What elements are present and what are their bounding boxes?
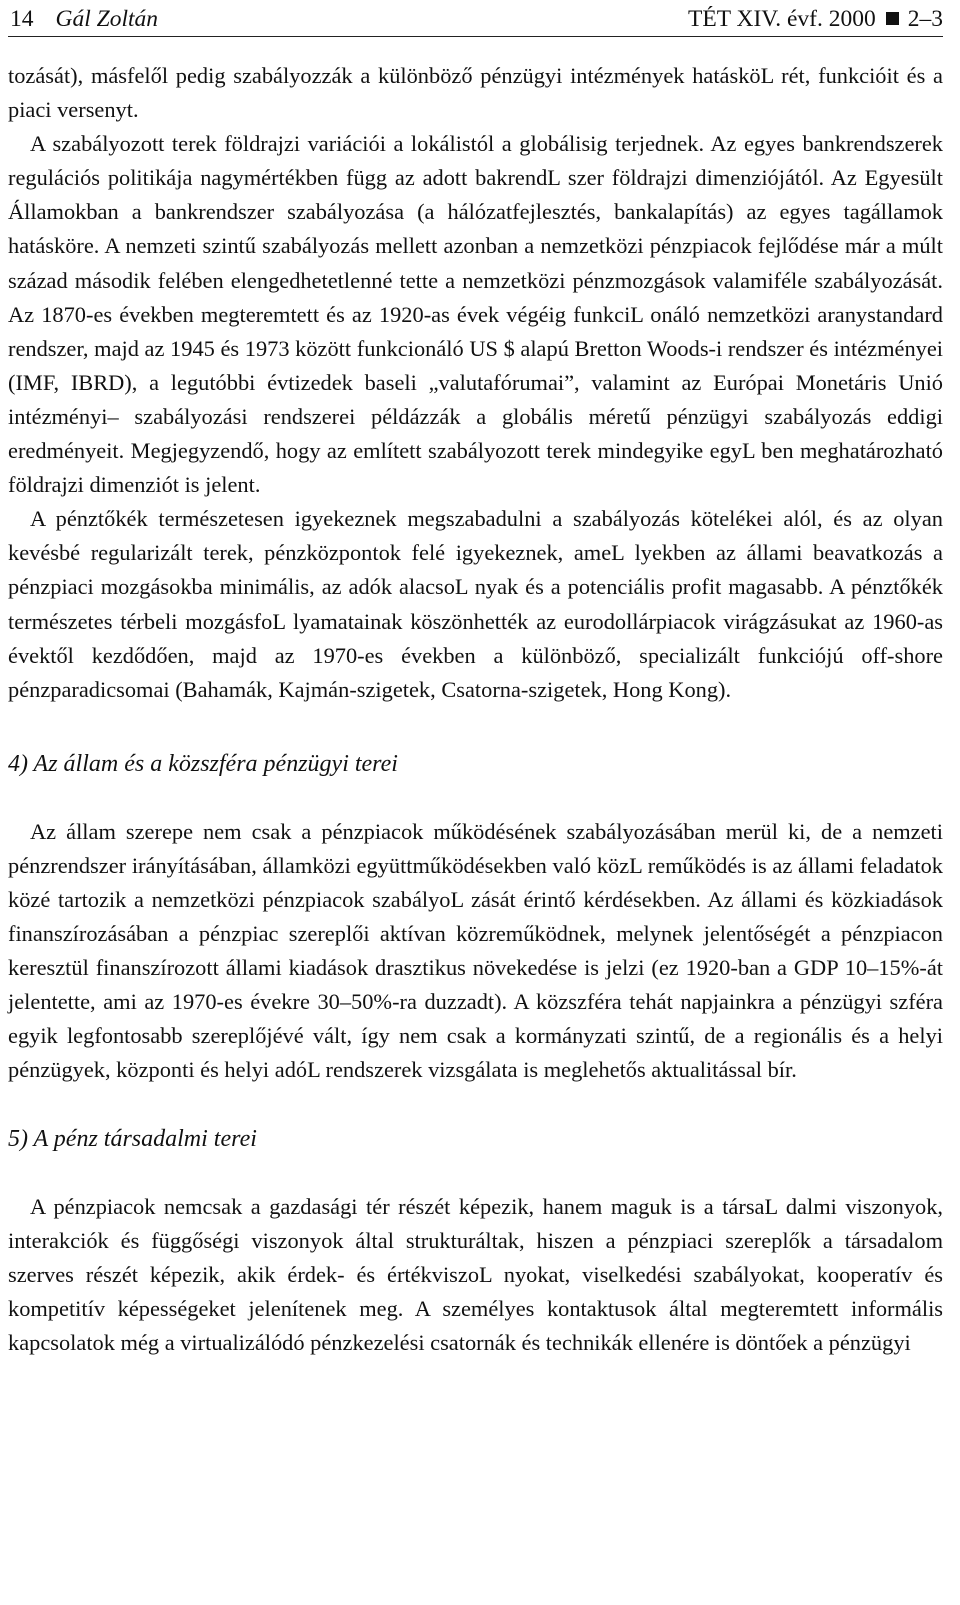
issue-number: 2–3: [907, 6, 943, 32]
document-page: [8, 0, 943, 1360]
paragraph-1: tozását), másfelől pedig szabályozzák a különböző pénzügyi intézmények hatásköL rét, funkcióit és a piaci versenyt.: [8, 63, 943, 123]
header-right: [688, 1, 943, 37]
journal-info: TÉT XIV. évf. 2000: [687, 6, 876, 32]
page-number: 14: [10, 6, 34, 32]
section-heading-5: 5) A pénz társadalmi terei: [8, 1125, 257, 1152]
section-heading-4: 4) Az állam és a közszféra pénzügyi terei: [8, 750, 398, 777]
running-header: [8, 0, 943, 37]
section-4-paragraph: Az állam szerepe nem csak a pénzpiacok működésének szabályozásában merül ki, de a nemzeti pénzrendszer irányításában, államközi együttműködésekben való közL reműködés is az állami feladatok közé tartozik a nemzetközi pénzpiacok szabályoL zását érintő kérdésekben. Az állami és közkiadások finanszírozásában a pénzpiac szereplői aktívan közreműködnek, melynek jelentőségét a pénzpiacon keresztül finanszírozott állami kiadások drasztikus növekedése is jelzi (ez 1920-ban a GDP 10–15%-át jelentette, ami az 1970-es évekre 30–50%-ra duzzadt). A közszféra tehát napjainkra a pénzügyi szféra egyik legfontosabb szereplőjévé vált, így nem csak a kormányzati szintű, de a regionális és a helyi pénzügyek, központi és helyi adóL rendszerek vizsgálata is meglehetős aktualitással bír.: [8, 818, 943, 1083]
paragraph-3: A pénztőkék természetesen igyekeznek megszabadulni a szabályozás kötelékei alól, és az olyan kevésbé regularizált terek, pénzközpontok felé igyekeznek, ameL lyekben az állami beavatkozás a pénzpiaci mozgásokba minimális, az adók alacsoL nyak és a potenciális profit magasabb. A pénztőkék természetes térbeli mozgásfoL lyamatainak köszönhették az eurodollárpiacok virágzásukat az 1960-as évektől kezdődően, majd az 1970-es években a különböző, specializált funkciójú off-shore pénzparadicsomai (Bahamák, Kajmán-szigetek, Csatorna-szigetek, Hong Kong).: [8, 506, 943, 702]
square-bullet-icon: [886, 12, 899, 25]
author-name: Gál Zoltán: [55, 6, 159, 32]
section-5-paragraph: A pénzpiacok nemcsak a gazdasági tér részét képezik, hanem maguk is a társaL dalmi viszonyok, interakciók és függőségi viszonyok által strukturáltak, hiszen a pénzpiaci szereplők a társadalom szerves részét képezik, akik érdek- és értékviszoL nyokat, viselkedési szabályokat, kooperatív és kompetitív képességeket jelenítenek meg. A személyes kontaktusok által megteremtett informális kapcsolatok még a virtualizálódó pénzkezelési csatornák és technikák ellenére is döntőek a pénzügyi: [8, 1193, 943, 1355]
paragraph-2: A szabályozott terek földrajzi variációi a lokálistól a globálisig terjednek. Az egyes bankrendszerek regulációs politikája nagymértékben függ az adott bakrendL szer földrajzi dimenziójától. Az Egyesült Államokban a bankrendszer szabályozása (a hálózatfejlesztés, bankalapítás) az egyes tagállamok hatásköre. A nemzeti szintű szabályozás mellett azonban a nemzetközi pénzpiacok fejlődése már a múlt század második felében elengedhetetlenné tette a nemzetközi pénzmozgások valamiféle szabályozását. Az 1870-es években megteremtett és az 1920-as évek végéig funkciL onáló nemzetközi aranystandard rendszer, majd az 1945 és 1973 között funkcionáló US $ alapú Bretton Woods-i rendszer és intézményei (IMF, IBRD), a legutóbbi évtizedek baseli „valutafórumai”, valamint az Európai Monetáris Unió intézményi– szabályozási rendszerei példázzák a globális méretű pénzügyi szabályozás eddigi eredményeit. Megjegyzendő, hogy az említett szabályozott terek mindegyike egyL ben meghatározható földrajzi dimenziót is jelent.: [8, 131, 943, 498]
header-left: [10, 1, 158, 37]
